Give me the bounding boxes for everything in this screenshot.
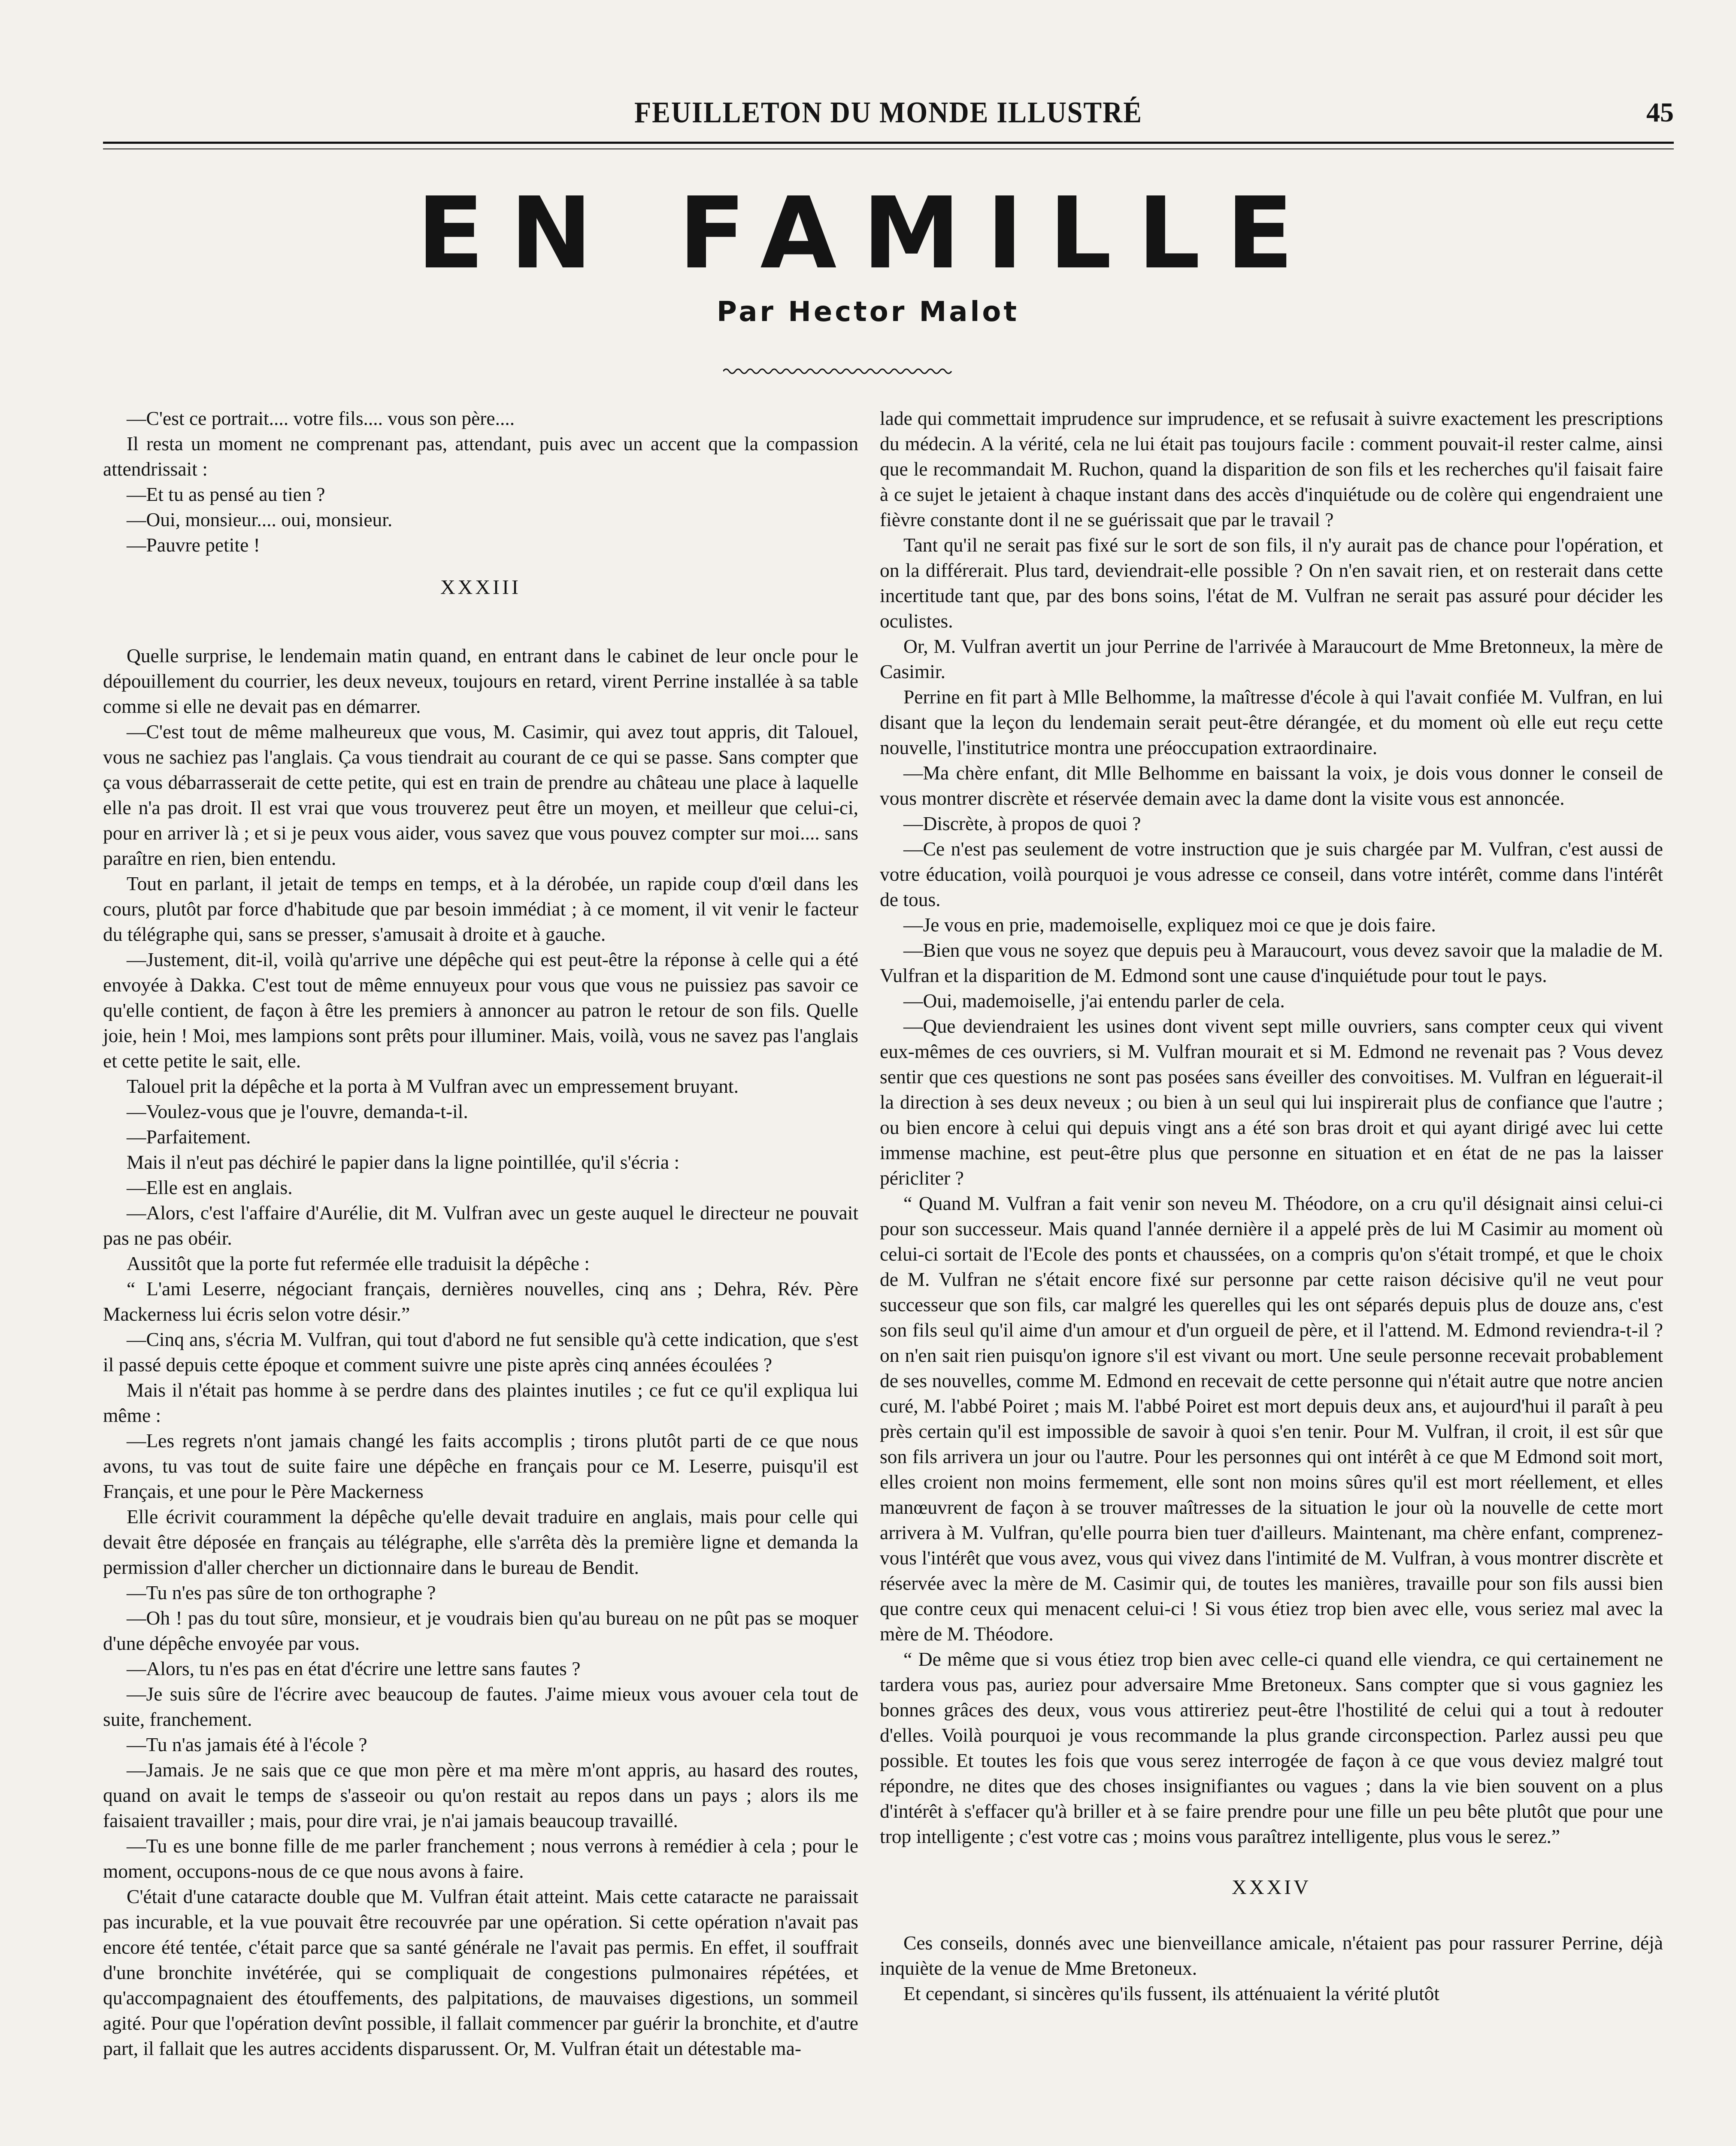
paragraph: —Je vous en prie, mademoiselle, expliquez moi ce que je dois faire. bbox=[903, 914, 1436, 936]
paragraph: —Les regrets n'ont jamais changé les faits accomplis ; tirons plutôt parti de ce que nous avons, tu vas tout de suite faire une dépêche en français pour ce M. Leserre, puisqu'il est Français, et une pour le Père Mackerness bbox=[103, 1430, 858, 1502]
paragraph: —Et tu as pensé au tien ? bbox=[127, 483, 325, 505]
chapter-heading-xxxiii: XXXIII bbox=[440, 576, 521, 599]
paragraph: —C'est ce portrait.... votre fils.... vous son père.... bbox=[127, 407, 515, 429]
wavy-line-icon bbox=[723, 365, 955, 378]
chapter-body-next bbox=[880, 1930, 1663, 2006]
paragraph: Or, M. Vulfran avertit un jour Perrine de l'arrivée à Maraucourt de Mme Bretonneux, la mère de Casimir. bbox=[880, 635, 1663, 682]
paragraph: —Tu es une bonne fille de me parler franchement ; nous verrons à remédier à cela ; pour le moment, occupons-nous de ce que nous avons à faire. bbox=[103, 1835, 858, 1882]
paragraph: Elle écrivit couramment la dépêche qu'elle devait traduire en anglais, mais pour celle qui devait être déposée en français au télégraphe, elle s'arrêta dès la première ligne et demanda la permission d'aller chercher un dictionnaire dans le bureau de Bendit. bbox=[103, 1506, 858, 1578]
paragraph: Quelle surprise, le lendemain matin quand, en entrant dans le cabinet de leur oncle pour le dépouillement du courrier, les deux neveux, toujours en retard, virent Perrine installée à sa table comme si elle ne devait pas en démarrer. bbox=[103, 645, 858, 717]
paragraph: —Alors, tu n'es pas en état d'écrire une lettre sans fautes ? bbox=[127, 1658, 581, 1679]
paragraph: —Discrète, à propos de quoi ? bbox=[903, 812, 1141, 834]
paragraph: —Cinq ans, s'écria M. Vulfran, qui tout d'abord ne fut sensible qu'à cette indication, que s'est il passé depuis cette époque et comment suivre une piste après cinq années écoulées ? bbox=[103, 1328, 858, 1376]
paragraph: —Bien que vous ne soyez que depuis peu à Maraucourt, vous devez savoir que la maladie de M. Vulfran et la disparition de M. Edmond sont une cause d'inquiétude pour tout le pays. bbox=[880, 939, 1663, 986]
chapter-body-continued bbox=[880, 406, 1663, 1849]
paragraph: C'était d'une cataracte double que M. Vulfran était atteint. Mais cette cataracte ne paraissait pas incurable, et la vue pouvait être recouvrée par une opération. Si cette opération n'avait pas encore été tentée, c'était parce que sa santé générale ne l'avait pas permis. En effet, il souffrait d'une bronchite invétérée, qui se compliquait de congestions pulmonaires répétées, et qu'accompagnaient des étouffements, des palpitations, de mauvaises digestions, un sommeil agité. Pour que l'opération devînt possible, il fallait commencer par guérir la bronchite, et d'autre part, il fallait que les autres accidents disparussent. Or, M. Vulfran était un détestable ma- bbox=[103, 1885, 858, 2059]
running-head bbox=[103, 97, 1674, 139]
paragraph: —Que deviendraient les usines dont vivent sept mille ouvriers, sans compter ceux qui vivent eux-mêmes de ces ouvriers, si M. Vulfran mourait et si M. Edmond ne revenait pas ? Vous devez sentir que ces questions ne sont pas posées sans éveiller des convoitises. M. Vulfran en léguerait-il la direction à ses deux neveux ; ou bien à un seul qui lui inspirerait plus de confiance que l'autre ; ou bien encore à celui qui depuis vingt ans a été son bras droit et qui ayant dirigé avec lui cette immense machine, est peut-être plus que personne en situation et en état de ne pas la laisser péricliter ? bbox=[880, 1015, 1663, 1189]
paragraph: Perrine en fit part à Mlle Belhomme, la maîtresse d'école à qui l'avait confiée M. Vulfran, en lui disant que la leçon du lendemain serait peut-être dérangée, et du moment où elle eut reçu cette nouvelle, l'institutrice montra une préoccupation extraordinaire. bbox=[880, 686, 1663, 758]
paragraph: —Pauvre petite ! bbox=[127, 534, 260, 556]
paragraph: Tout en parlant, il jetait de temps en temps, et à la dérobée, un rapide coup d'œil dans les cours, plutôt par force d'habitude que par besoin immédiat ; à ce moment, il vit venir le facteur du télégraphe qui, sans se presser, s'amusait à droite et à gauche. bbox=[103, 873, 858, 945]
paragraph: —Jamais. Je ne sais que ce que mon père et ma mère m'ont appris, au hasard des routes, quand on avait le temps de s'asseoir ou qu'on restait au repos dans un pays ; alors ils me faisaient travailler ; mais, pour dire vrai, je n'ai jamais beaucoup travaillé. bbox=[103, 1759, 858, 1831]
paragraph: Mais il n'eut pas déchiré le papier dans la ligne pointillée, qu'il s'écria : bbox=[127, 1151, 680, 1173]
paragraph: —Parfaitement. bbox=[127, 1126, 251, 1148]
paragraph: “ De même que si vous étiez trop bien avec celle-ci quand elle viendra, ce qui certainement ne tardera vous pas, auriez pour adversaire Mme Bretoneux. Sans compter que si vous gagniez les bonnes grâces des deux, vous vous attireriez peut-être l'hostilité de celui qui a tout à redouter d'elles. Voilà pourquoi je vous recommande la plus grande circonspection. Parlez aussi peu que possible. Et toutes les fois que vous serez interrogée de façon à ce que vous deviez malgré tout répondre, ne dites que des choses insignifiantes ou vagues ; dans la vie bien souvent on a plus d'intérêt à s'effacer qu'à briller et à se faire prendre pour une fille un peu bête plutôt que pour une trop intelligente ; c'est votre cas ; moins vous paraîtrez intelligente, plus vous le serez.” bbox=[880, 1648, 1663, 1847]
paragraph: “ L'ami Leserre, négociant français, dernières nouvelles, cinq ans ; Dehra, Rév. Père Mackerness lui écris selon votre désir.” bbox=[103, 1278, 858, 1325]
paragraph: Tant qu'il ne serait pas fixé sur le sort de son fils, il n'y aurait pas de chance pour l'opération, et on la différerait. Plus tard, deviendrait-elle possible ? On n'en savait rien, et on resterait dans cette incertitude tant que, par des bons soins, l'état de M. Vulfran ne serait pas assuré pour décider les oculistes. bbox=[880, 534, 1663, 632]
page-number: 45 bbox=[1646, 97, 1674, 127]
paragraph: —C'est tout de même malheureux que vous, M. Casimir, qui avez tout appris, dit Talouel, vous ne sachiez pas l'anglais. Ça vous tiendrait au courant de ce qui se passe. Sans compter que ça vous débarrasserait de cette petite, qui est en train de prendre au château une place à laquelle elle n'a pas droit. Il est vrai que vous trouverez peut être un moyen, et meilleur que celui-ci, pour en arriver là ; et si je peux vous aider, vous savez que vous pouvez compter sur moi.... sans paraître en rien, bien entendu. bbox=[103, 721, 858, 869]
chapter-body bbox=[103, 643, 858, 2061]
paragraph: —Je suis sûre de l'écrire avec beaucoup de fautes. J'aime mieux vous avouer cela tout de suite, franchement. bbox=[103, 1683, 858, 1730]
paragraph: —Alors, c'est l'affaire d'Aurélie, dit M. Vulfran avec un geste auquel le directeur ne pouvait pas ne pas obéir. bbox=[103, 1202, 858, 1249]
paragraph: —Justement, dit-il, voilà qu'arrive une dépêche qui est peut-être la réponse à celle qui a été envoyée à Dakka. C'est tout de même ennuyeux pour vous que vous ne puissiez pas savoir ce qu'elle contient, de façon à être les premiers à annoncer au patron le retour de son fils. Quelle joie, hein ! Moi, mes lampions sont prêts pour illuminer. Mais, voilà, vous ne savez pas l'anglais et cette petite le sait, elle. bbox=[103, 949, 858, 1072]
paragraph: Ces conseils, donnés avec une bienveillance amicale, n'étaient pas pour rassurer Perrine, déjà inquiète de la venue de Mme Bretoneux. bbox=[880, 1932, 1663, 1979]
paragraph: Et cependant, si sincères qu'ils fussent, ils atténuaient la vérité plutôt bbox=[903, 1982, 1440, 2004]
paragraph: —Ma chère enfant, dit Mlle Belhomme en baissant la voix, je dois vous donner le conseil de vous montrer discrète et réservée demain avec la dame dont la visite vous est annoncée. bbox=[880, 762, 1663, 809]
byline: Par Hector Malot bbox=[717, 296, 1019, 328]
paragraph: —Ce n'est pas seulement de votre instruction que je suis chargée par M. Vulfran, c'est aussi de votre éducation, voilà pourquoi je vous adresse ce conseil, dans votre intérêt, comme dans l'intérêt de tous. bbox=[880, 838, 1663, 910]
paragraph: Il resta un moment ne comprenant pas, attendant, puis avec un accent que la compassion attendrissait : bbox=[103, 433, 858, 480]
paragraph: —Elle est en anglais. bbox=[127, 1176, 293, 1198]
paragraph: —Oui, monsieur.... oui, monsieur. bbox=[127, 509, 393, 530]
paragraph: “ Quand M. Vulfran a fait venir son neveu M. Théodore, on a cru qu'il désignait ainsi celui-ci pour son successeur. Mais quand l'année dernière il a appelé près de lui M Casimir au moment où celui-ci sortait de l'Ecole des ponts et chaussées, on a compris qu'on s'était trompé, et que le choix de M. Vulfran ne s'était encore fixé sur personne par cette raison décisive qu'il ne veut pour successeur que son fils, car malgré les querelles qui les ont séparés depuis plus de douze ans, c'est son fils seul qu'il aime d'un amour et d'un orgueil de père, et il l'attend. M. Edmond reviendra-t-il ? on n'en sait rien puisqu'on ignore s'il est vivant ou mort. Une seule personne recevait probablement de ses nouvelles, comme M. Edmond en recevait de cette personne qui n'était autre que notre ancien curé, M. l'abbé Poiret ; mais M. l'abbé Poiret est mort depuis deux ans, et aujourd'hui il paraît à peu près certain qu'il est impossible de savoir à quoi s'en tenir. Pour M. Vulfran, il croit, il est sûr que son fils arrivera un jour ou l'autre. Pour les personnes qui ont intérêt à ce que M Edmond soit mort, elles croient non moins fermement, elle sont non moins sûres qu'il est mort réellement, et elles manœuvrent de façon à se trouver maîtresses de la situation le jour où la nouvelle de cette mort arrivera à M. Vulfran, qu'elle pourra bien tuer d'ailleurs. Maintenant, ma chère enfant, comprenez-vous l'intérêt que vous avez, vous qui vivez dans l'intimité de M. Vulfran, à vous montrer discrète et réservée avec la mère de M. Casimir qui, de toutes les manières, travaille pour son fils aussi bien que contre ceux qui menacent celui-ci ! Si vous étiez trop bien avec elle, vous seriez mal avec la mère de M. Théodore. bbox=[880, 1192, 1663, 1645]
paragraph: —Tu n'as jamais été à l'école ? bbox=[127, 1734, 367, 1755]
paragraph: Mais il n'était pas homme à se perdre dans des plaintes inutiles ; ce fut ce qu'il expliqua lui même : bbox=[103, 1379, 858, 1426]
paragraph: —Voulez-vous que je l'ouvre, demanda-t-il. bbox=[127, 1100, 468, 1122]
running-title: FEUILLETON DU MONDE ILLUSTRÉ bbox=[634, 95, 1142, 129]
header-rule bbox=[103, 142, 1674, 144]
paragraph: —Tu n'es pas sûre de ton orthographe ? bbox=[127, 1582, 436, 1603]
paragraph: Talouel prit la dépêche et la porta à M Vulfran avec un empressement bruyant. bbox=[127, 1075, 739, 1097]
paragraph: —Oh ! pas du tout sûre, monsieur, et je voudrais bien qu'au bureau on ne pût pas se moquer d'une dépêche envoyée par vous. bbox=[103, 1607, 858, 1654]
chapter-heading-xxxiv: XXXIV bbox=[1232, 1876, 1311, 1899]
paragraph: Aussitôt que la porte fut refermée elle traduisit la dépêche : bbox=[127, 1252, 590, 1274]
right-column bbox=[880, 406, 1663, 2006]
left-column bbox=[103, 406, 858, 2061]
paragraph: —Oui, mademoiselle, j'ai entendu parler de cela. bbox=[903, 990, 1285, 1012]
paragraph: lade qui commettait imprudence sur imprudence, et se refusait à suivre exactement les prescriptions du médecin. A la vérité, cela ne lui était pas toujours facile : comment pouvait-il rester calme, ainsi que le recommandait M. Ruchon, quand la disparition de son fils et les recherches qu'il faisait faire à ce sujet le jetaient à chaque instant dans des accès d'inquiétude ou de colère qui engendraient une fièvre constante dont il ne se guérissait que par le travail ? bbox=[880, 407, 1663, 530]
article-title: EN FAMILLE bbox=[416, 176, 1320, 291]
opening-dialogue bbox=[103, 406, 858, 558]
